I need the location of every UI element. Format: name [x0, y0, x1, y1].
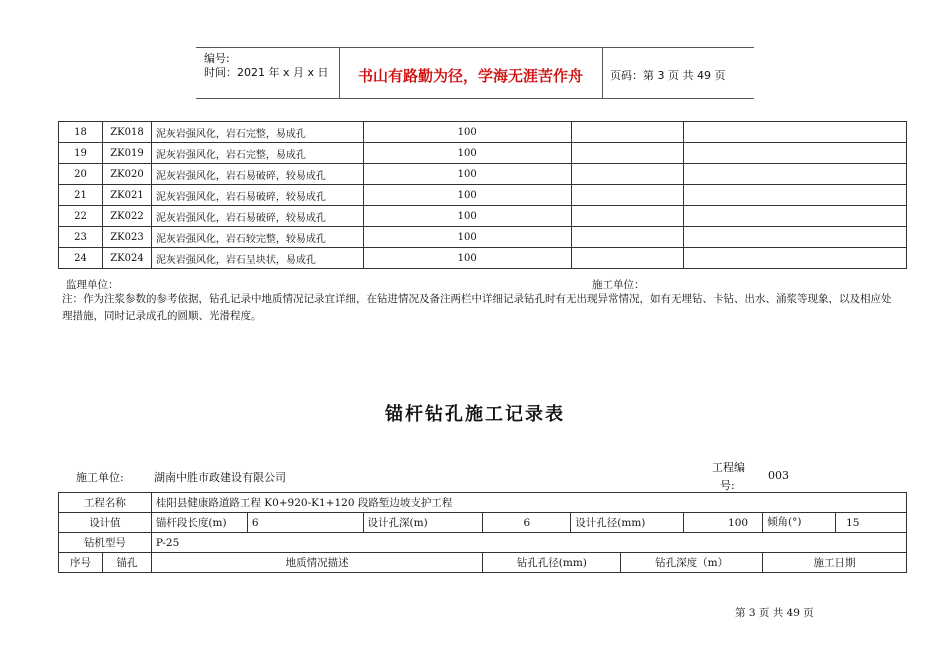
- hole-depth-label: 设计孔深(m): [363, 513, 483, 533]
- row-blank: [571, 143, 684, 164]
- row-code: ZK024: [102, 248, 151, 269]
- row-blank: [684, 227, 907, 248]
- row-desc: 泥灰岩强风化，岩石易破碎，较易成孔: [151, 164, 363, 185]
- row-desc: 泥灰岩强风化，岩石完整，易成孔: [151, 143, 363, 164]
- table-row: [59, 122, 907, 143]
- hole-dia-value: 100: [684, 513, 763, 533]
- row-no: 20: [59, 164, 103, 185]
- form-title: 锚杆钻孔施工记录表: [385, 404, 565, 425]
- row-depth: 100: [363, 185, 571, 206]
- row-blank: [684, 122, 907, 143]
- col-hole: 锚孔: [102, 553, 151, 573]
- angle-label: 倾角(°): [763, 513, 836, 532]
- project-name-value: 桂阳县健康路道路工程 K0+920-K1+120 段路堑边坡支护工程: [151, 493, 906, 513]
- col-diameter: 钻孔孔径(mm): [483, 553, 621, 573]
- page-footer: 第 3 页 共 49 页: [735, 607, 814, 619]
- row-blank: [571, 227, 684, 248]
- row-blank: [571, 122, 684, 143]
- unit-label: 施工单位:: [76, 471, 124, 484]
- row-no: 18: [59, 122, 103, 143]
- row-depth: 100: [363, 227, 571, 248]
- record-table: [58, 121, 907, 269]
- angle-value: 15: [846, 516, 860, 529]
- row-code: ZK019: [102, 143, 151, 164]
- row-blank: [571, 248, 684, 269]
- row-blank: [571, 206, 684, 227]
- row-no: 21: [59, 185, 103, 206]
- row-desc: 泥灰岩强风化，岩石易破碎，较易成孔: [151, 206, 363, 227]
- row-depth: 100: [363, 248, 571, 269]
- row-blank: [684, 164, 907, 185]
- project-no-value: 003: [768, 469, 789, 482]
- motto: 书山有路勤为径，学海无涯苦作舟: [357, 67, 583, 85]
- row-blank: [684, 185, 907, 206]
- table-row: [59, 206, 907, 227]
- anchor-length-label: 锚杆段长度(m): [151, 513, 247, 533]
- row-depth: 100: [363, 164, 571, 185]
- rig-label: 钻机型号: [59, 533, 152, 553]
- row-code: ZK021: [102, 185, 151, 206]
- row-desc: 泥灰岩强风化，岩石完整，易成孔: [151, 122, 363, 143]
- row-depth: 100: [363, 206, 571, 227]
- rig-value: P-25: [151, 533, 906, 553]
- unit-value: 湖南中胜市政建设有限公司: [154, 471, 286, 484]
- project-name-label: 工程名称: [59, 493, 152, 513]
- row-code: ZK022: [102, 206, 151, 227]
- row-depth: 100: [363, 122, 571, 143]
- supervisor-sign: 监理单位：: [66, 279, 119, 291]
- col-date: 施工日期: [763, 553, 907, 573]
- col-no: 序号: [59, 553, 103, 573]
- col-depth: 钻孔深度（m）: [621, 553, 763, 573]
- hole-dia-label: 设计孔径(mm): [571, 513, 684, 533]
- row-blank: [571, 164, 684, 185]
- header-meta: [204, 52, 329, 80]
- col-geology: 地质情况描述: [151, 553, 483, 573]
- row-code: ZK020: [102, 164, 151, 185]
- anchor-length-value: 6: [247, 513, 363, 533]
- row-no: 24: [59, 248, 103, 269]
- page-header: [196, 47, 754, 99]
- row-blank: [684, 248, 907, 269]
- project-no-label: 工程编: [712, 461, 745, 474]
- design-label: 设计值: [59, 513, 152, 533]
- row-desc: 泥灰岩强风化，岩石易破碎，较易成孔: [151, 185, 363, 206]
- project-no-label-2: 号:: [720, 479, 735, 492]
- row-no: 19: [59, 143, 103, 164]
- row-desc: 泥灰岩强风化，岩石较完整，较易成孔: [151, 227, 363, 248]
- row-blank: [684, 206, 907, 227]
- hole-depth-value: 6: [483, 513, 571, 533]
- row-blank: [684, 143, 907, 164]
- table-row: [59, 164, 907, 185]
- row-code: ZK018: [102, 122, 151, 143]
- table-row: [59, 248, 907, 269]
- header-divider: [602, 48, 603, 98]
- row-no: 22: [59, 206, 103, 227]
- contractor-sign: 施工单位：: [592, 279, 645, 291]
- note-text: 注：作为注浆参数的参考依据，钻孔记录中地质情况记录宜详细，在钻进情况及备注两栏中详细记录钻孔时有无出现异常情况，如有无埋钻、卡钻、出水、涌浆等现象，以及相应处理措施，同时记录成孔的圆顺、光滑程度。: [62, 293, 892, 322]
- row-code: ZK023: [102, 227, 151, 248]
- time-label: 时间：2021 年 x 月 x 日: [204, 66, 329, 79]
- row-depth: 100: [363, 143, 571, 164]
- table-row: [59, 185, 907, 206]
- table-row: [59, 227, 907, 248]
- number-label: 编号:: [204, 52, 230, 65]
- row-blank: [571, 185, 684, 206]
- row-desc: 泥灰岩强风化，岩石呈块状，易成孔: [151, 248, 363, 269]
- table-row: [59, 143, 907, 164]
- page-label: 页码：第 3 页 共 49 页: [610, 69, 726, 82]
- row-no: 23: [59, 227, 103, 248]
- drilling-record-form: [58, 492, 907, 573]
